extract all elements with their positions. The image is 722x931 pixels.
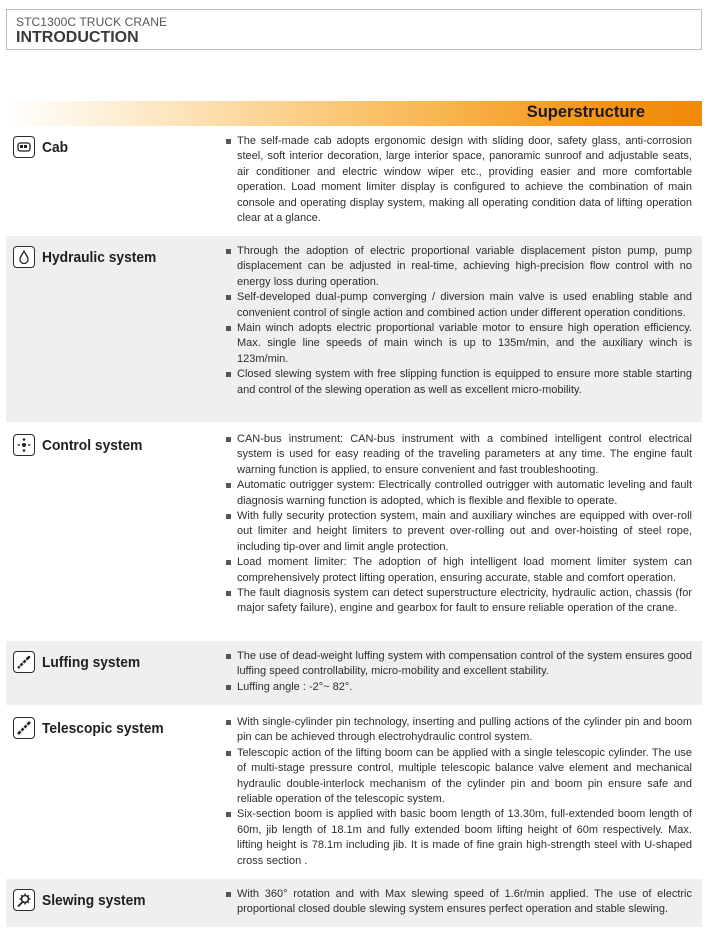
feature-list bbox=[226, 244, 692, 398]
list-item: The fault diagnosis system can detect superstructure electricity, hydraulic action, chassis (for major safety failure), engine and gearbox for fault to ensure reliable operation of the crane. bbox=[226, 586, 692, 617]
cab-icon bbox=[13, 136, 35, 158]
section-hydraulic-system bbox=[6, 236, 702, 422]
list-item: CAN-bus instrument: CAN-bus instrument with a combined intelligent control electrical system is used for easy reading of the traveling parameters at any time. The engine fault warning function is applied, to ensure convenient and fast troubleshooting. bbox=[226, 432, 692, 478]
section-slewing-system bbox=[6, 879, 702, 927]
list-item: Luffing angle : -2°~ 82°. bbox=[226, 680, 692, 695]
document-title: INTRODUCTION bbox=[16, 29, 139, 46]
section-telescopic-system bbox=[6, 707, 702, 877]
feature-list bbox=[226, 432, 692, 617]
list-item: With 360° rotation and with Max slewing speed of 1.6r/min applied. The use of electric proportional closed double slewing system ensures perfect operation and stable slewing. bbox=[226, 887, 692, 918]
list-item: The self-made cab adopts ergonomic design with sliding door, safety glass, anti-corrosion steel, soft interior decoration, large interior space, panoramic sunroof and adjustable seats, air conditioner and electric window wiper etc., providing easier and more comfortable operation. Load moment limiter display is configured to achieve the combination of main console and operating display system, making all operating condition data of lifting operation clear at a glance. bbox=[226, 134, 692, 226]
section-title: Luffing system bbox=[42, 653, 141, 671]
list-item: With single-cylinder pin technology, inserting and pulling actions of the cylinder pin and boom pin can be achieved through electrohydraulic control system. bbox=[226, 715, 692, 746]
feature-list bbox=[226, 649, 692, 695]
list-item: Self-developed dual-pump converging / diversion main valve is used enabling stable and convenient control of single action and combined action under different operation conditions. bbox=[226, 290, 692, 321]
oil-drop-icon bbox=[13, 246, 35, 268]
slewing-gear-icon bbox=[13, 889, 35, 911]
document-subtitle: STC1300C TRUCK CRANE bbox=[16, 15, 168, 29]
section-title: Hydraulic system bbox=[42, 248, 157, 266]
joystick-icon bbox=[13, 434, 35, 456]
section-banner bbox=[6, 101, 702, 126]
banner-title: Superstructure bbox=[526, 103, 645, 121]
feature-list bbox=[226, 134, 692, 226]
telescopic-boom-icon bbox=[13, 717, 35, 739]
list-item: Telescopic action of the lifting boom can be applied with a single telescopic cylinder. The use of multi-stage pressure control, multiple telescopic balance valve element and mechanical hydraulic double-interlock mechanism of the cylinder pin and boom pin ensure safe and reliable operation of the telescopic system. bbox=[226, 746, 692, 808]
feature-list bbox=[226, 715, 692, 869]
list-item: Through the adoption of electric proportional variable displacement piston pump, pump displacement can be adjusted in real-time, achieving high-precision flow control with no energy loss during operation. bbox=[226, 244, 692, 290]
list-item: Six-section boom is applied with basic boom length of 13.30m, full-extended boom length of 60m, jib length of 18.1m and fully extended boom lifting height of 60m respectively. Max. lifting height is 78.1m including jib. It is made of fine grain high-strength steel with U-shaped cross section . bbox=[226, 807, 692, 869]
section-title: Control system bbox=[42, 436, 143, 454]
list-item: Closed slewing system with free slipping function is equipped to ensure more stable starting and control of the slewing operation as well as excellent micro-mobility. bbox=[226, 367, 692, 398]
section-title: Telescopic system bbox=[42, 719, 164, 737]
section-control-system bbox=[6, 424, 702, 638]
list-item: Automatic outrigger system: Electrically controlled outrigger with automatic leveling and fault diagnosis warning function is adopted, which is flexible and flexible to operate. bbox=[226, 478, 692, 509]
luffing-boom-icon bbox=[13, 651, 35, 673]
list-item: Main winch adopts electric proportional variable motor to ensure high operation efficiency. Max. single line speeds of main winch is up to 135m/min, and the auxiliary winch is 123m/min. bbox=[226, 321, 692, 367]
section-cab bbox=[6, 126, 702, 234]
section-title: Cab bbox=[42, 138, 69, 156]
document-header bbox=[6, 9, 702, 50]
list-item: With fully security protection system, main and auxiliary winches are equipped with over-roll out limiter and height limiters to prevent over-rolling out and over-hoisting of steel rope, including tip-over and limit angle protection. bbox=[226, 509, 692, 555]
list-item: The use of dead-weight luffing system with compensation control of the system ensures good luffing speed controllability, micro-mobility and excellent stability. bbox=[226, 649, 692, 680]
section-title: Slewing system bbox=[42, 891, 146, 909]
feature-list bbox=[226, 887, 692, 918]
list-item: Load moment limiter: The adoption of high intelligent load moment limiter system can comprehensively protect lifting operation, ensuring accurate, stable and comfort operation. bbox=[226, 555, 692, 586]
section-luffing-system bbox=[6, 641, 702, 705]
